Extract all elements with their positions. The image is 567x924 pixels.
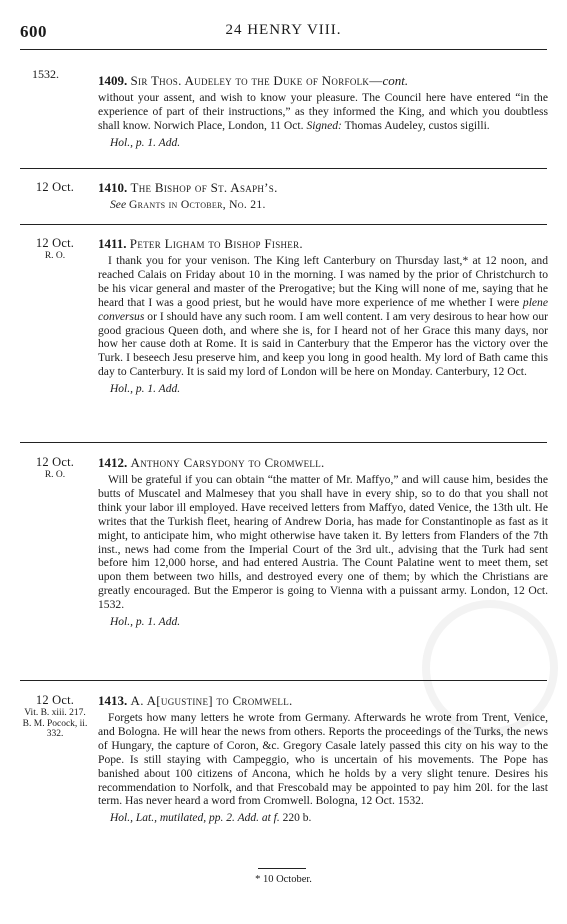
signed-label: Signed:	[306, 118, 342, 132]
entry-heading	[98, 455, 548, 471]
entry-date: 12 Oct.	[35, 455, 75, 469]
entry-heading	[98, 236, 548, 252]
see-text: Grants in October, No. 21.	[129, 198, 266, 211]
entry-heading	[98, 180, 548, 196]
entry-text-a: I thank you for your venison. The King left Canterbury on Thursday last,* at 12 noon, and reached Calais on Friday about 10 in the morning. I was named by the prior of Christchurch to be his vicar general and master of the Prerogative; but the King will none of me, saying that he heard that I was a good priest, but he would have more experience of me whether I were	[98, 254, 548, 309]
entry-number: 1410.	[98, 180, 128, 195]
entry-footer: Hol., p. 1. Add.	[110, 383, 181, 396]
entry-body	[98, 693, 548, 826]
year-marker: 1532.	[32, 67, 59, 81]
entry-text: Forgets how many letters he wrote from Germany. Afterwards he wrote from Trent, Venice, and Bologna. He will hear the news from others. Reports the proceedings of the Turks, the news of Hungary, the capture of Coron, &c. Gregory Casale lately passed this city on his way to the Pope. Is still staying with Campeggio, who is uncertain of his movements. The Pope has banished about 100 citizens of Ancona, which he holds by a very slight tenure. Desires his recommendation to Norfolk, and that Frescobald may be appointed to pay him 20l. for the last term. Has never heard a word from Cromwell. Bologna, 12 Oct. 1532.	[98, 711, 548, 808]
entry-footer	[110, 812, 548, 826]
entry-see	[110, 198, 548, 212]
footnote-rule	[258, 868, 306, 869]
entry-number: 1412.	[98, 455, 128, 470]
entry-source: Vit. B. xiii. 217. B. M. Pocock, ii. 332.	[22, 708, 88, 739]
entry-date: 12 Oct.	[35, 180, 75, 194]
entry-body	[98, 236, 548, 397]
entry-title-cont: cont.	[382, 73, 409, 88]
entry-separator	[20, 680, 547, 681]
header-rule	[20, 49, 547, 50]
entry-body	[98, 180, 548, 212]
entry-separator	[20, 442, 547, 443]
entry-footer: Hol., p. 1. Add.	[110, 136, 181, 149]
entry-separator	[20, 224, 547, 225]
entry-source: R. O.	[44, 470, 66, 480]
footnote: * 10 October.	[255, 874, 312, 885]
entry-text	[98, 91, 548, 133]
entry-number: 1409.	[98, 73, 128, 88]
entry-side	[20, 693, 90, 740]
entry-title: Anthony Carsydony to Cromwell.	[130, 455, 325, 470]
entry-title: Sir Thos. Audeley to the Duke of Norfolk—	[130, 73, 383, 88]
entry-date: 12 Oct.	[35, 693, 75, 707]
entry-number: 1413.	[98, 693, 128, 708]
see-label: See	[110, 198, 127, 211]
running-head: 24 HENRY VIII.	[225, 22, 342, 38]
entry-side	[20, 180, 90, 195]
entry-text	[98, 254, 548, 379]
entry-title: Peter Ligham to Bishop Fisher.	[129, 236, 303, 251]
entry-source: R. O.	[44, 251, 66, 261]
entry-number: 1411.	[98, 236, 127, 251]
entry-text-b: or I should have any such room. I am well content. I am very desirous to hear how our good gracious Queen doth, and where she is, for I heard not of her Grace this many days, nor how her cause doth at Rome. It is said in Canterbury that the Emperor has the victory over the Turk. I beseech Jesu preserve him, and keep you long in good health. My lord of Bath came this day to Canterbury. It is said my lord of London will be here on Monday. Canterbury, 12 Oct.	[98, 309, 548, 379]
entry-text-main: without your assent, and wish to know your pleasure. The Council here have entered “in the experience of part of their instructions,” as they informed the King, and which you doubtless shall know. Norwich Place, London, 11 Oct.	[98, 91, 548, 132]
entry-footer-plain: 220 b.	[282, 812, 312, 825]
entry-heading	[98, 693, 548, 709]
entry-text-italic: plene conversus	[98, 295, 548, 323]
entry-date: 12 Oct.	[35, 236, 75, 250]
entry-body	[98, 73, 548, 151]
entry-title: The Bishop of St. Asaph’s.	[130, 180, 278, 195]
entry-side	[20, 236, 90, 262]
entry-heading	[98, 73, 548, 89]
entry-separator	[20, 168, 547, 169]
entry-title: A. A[ugustine] to Cromwell.	[130, 693, 293, 708]
entry-footer-italic: Hol., Lat., mutilated, pp. 2. Add. at f.	[110, 812, 280, 825]
entry-footer: Hol., p. 1. Add.	[110, 616, 181, 629]
entry-text: Will be grateful if you can obtain “the matter of Mr. Maffyo,” and will cause him, besides the butts of Muscatel and Malmesey that you shall have in every ship, so to do that you shall not think your labor ill employed. Have received letters from Maffyo, dated Venice, the 13th ult. He writes that the Turkish fleet, hearing of Andrew Doria, has made for Constantinople as fast as it might, to anticipate him, who might otherwise have taken it. By letters from Flanders of the 7th inst., news had come from the Imperial Court of the 3rd ult., advising that the Turk had sent before him 12,000 horse, and had entered Austria. The Count Palatine went to meet them, set upon them between two hills, and destroyed every one of them; by which the Christians are greatly encouraged. But the Emperor is going to Vienna with a puissant army. London, 12 Oct. 1532.	[98, 473, 548, 612]
page-number: 600	[20, 22, 47, 41]
signed-text: Thomas Audeley, custos sigilli.	[344, 118, 490, 132]
entry-side	[20, 455, 90, 481]
entry-body	[98, 455, 548, 630]
